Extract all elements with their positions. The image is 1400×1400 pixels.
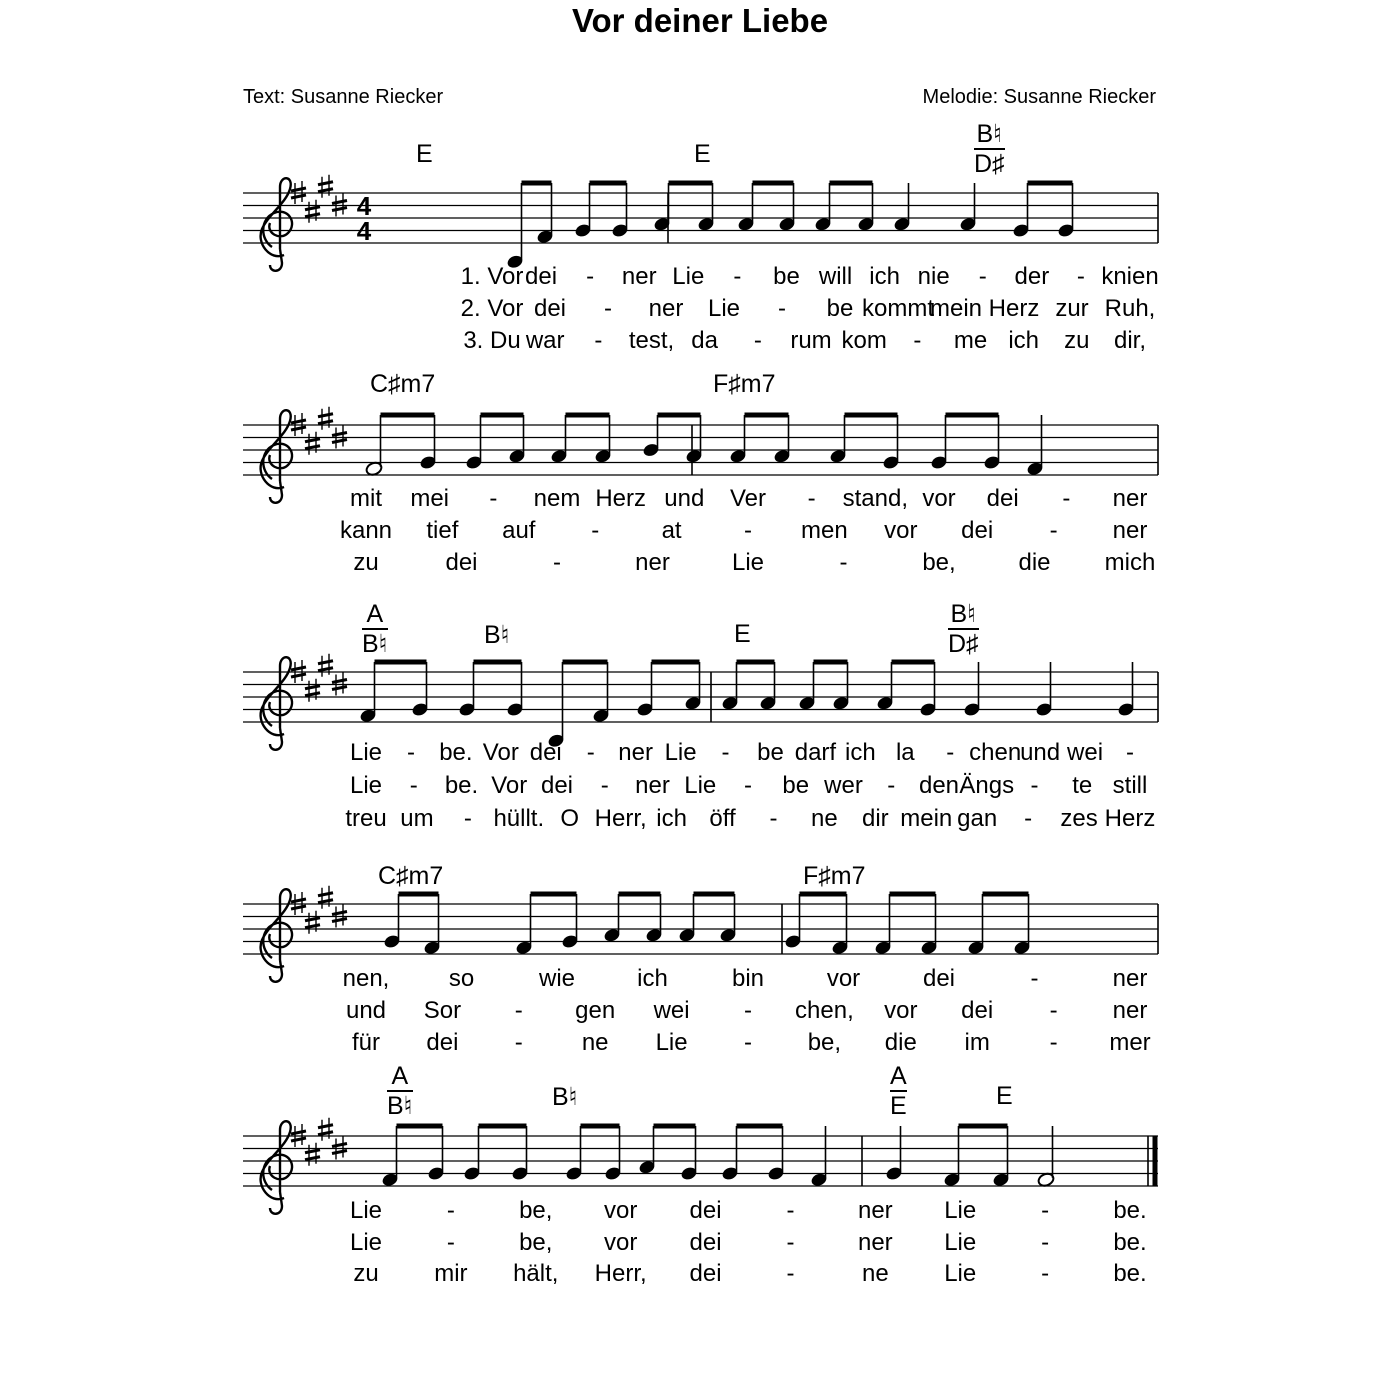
lyric-syllable: dei <box>961 517 994 544</box>
key-sharp-icon <box>305 200 320 223</box>
chord-symbol <box>948 600 979 658</box>
lyric-hyphen: - <box>1049 1029 1058 1056</box>
chord-top: E <box>416 140 433 168</box>
lyric-syllable: tief <box>426 517 459 544</box>
lyric-hyphen: - <box>786 1229 795 1256</box>
lyric-syllable: nie <box>917 263 950 290</box>
lyric-syllable: dir <box>861 805 889 832</box>
key-sharp-icon <box>318 886 333 909</box>
lyric-syllable: Lie <box>944 1260 977 1287</box>
treble-clef-icon <box>261 410 292 503</box>
lyric-syllable: ich <box>1008 327 1039 354</box>
lyric-syllable: test, <box>628 327 675 354</box>
lyric-syllable: im <box>964 1029 990 1056</box>
key-sharp-icon <box>318 1118 333 1141</box>
chord-symbol <box>713 370 776 399</box>
lyric-syllable: nem <box>533 485 581 512</box>
lyric-hyphen: - <box>1126 739 1134 766</box>
lyric-syllable: Ruh, <box>1104 295 1156 322</box>
lyric-syllable: ne <box>581 1029 609 1056</box>
lyric-hyphen: - <box>1049 997 1058 1024</box>
lyric-syllable: rum <box>790 327 832 354</box>
lyric-syllable: still <box>1112 772 1148 799</box>
lyric-syllable: wer <box>824 772 863 799</box>
chord-top: B♮ <box>484 621 510 649</box>
lyric-syllable: dei <box>689 1260 722 1287</box>
lyric-syllable: Ängs <box>959 772 1015 799</box>
lyric-syllable: mer <box>1109 1029 1151 1056</box>
lyric-syllable: darf <box>794 739 837 766</box>
lyric-hyphen: - <box>733 263 742 290</box>
lyric-hyphen: - <box>1030 772 1039 799</box>
lyric-syllable: be <box>773 263 800 290</box>
lyric-hyphen: - <box>489 485 498 512</box>
lyric-hyphen: - <box>1024 805 1033 832</box>
time-signature: 4 <box>356 216 372 246</box>
lyric-syllable: wei <box>1067 739 1104 766</box>
chord-symbol <box>996 1082 1013 1111</box>
key-sharp-icon <box>305 911 320 934</box>
lyric-syllable: ner <box>618 739 653 766</box>
lyric-syllable: den <box>918 772 960 799</box>
chord-top: C♯m7 <box>378 862 444 890</box>
lyric-syllable: Herr, <box>594 1260 647 1287</box>
lyric-syllable: auf <box>502 517 536 544</box>
lyric-syllable: Ver <box>729 485 767 512</box>
lyric-syllable: Lie <box>731 549 765 576</box>
lyric-syllable: kom <box>841 327 887 354</box>
lyric-syllable: vor <box>884 997 918 1024</box>
lyric-syllable: ich <box>637 965 668 992</box>
lyric-syllable: um <box>400 805 434 832</box>
lyric-syllable: ner <box>621 263 657 290</box>
lyric-syllable: vor <box>603 1197 638 1224</box>
chord-top: C♯m7 <box>370 370 436 398</box>
lyric-syllable: Lie <box>944 1197 977 1224</box>
lyric-syllable: vor <box>884 517 918 544</box>
lyric-syllable: dei <box>426 1029 459 1056</box>
lyric-syllable: vor <box>922 485 956 512</box>
lyric-syllable: O <box>560 805 580 832</box>
lyric-syllable: ner <box>648 295 684 322</box>
lyric-syllable: ner <box>1112 485 1148 512</box>
melody-credit: Melodie: Susanne Riecker <box>922 86 1156 108</box>
chord-symbol <box>974 120 1005 178</box>
lyric-hyphen: - <box>463 805 472 832</box>
lyric-syllable: Vor <box>482 739 519 766</box>
lyric-syllable: nen, <box>342 965 390 992</box>
lyric-syllable: Lie <box>349 772 383 799</box>
lyric-syllable: be. <box>1113 1260 1147 1287</box>
chord-top: A <box>890 1062 907 1090</box>
lyric-syllable: be <box>757 739 784 766</box>
lyric-syllable: ner <box>857 1197 893 1224</box>
lyric-syllable: knien <box>1101 263 1159 290</box>
lyric-syllable: dei <box>540 772 574 799</box>
key-sharp-icon <box>305 1143 320 1166</box>
lyric-hyphen: - <box>744 1029 752 1056</box>
chord-symbol <box>694 140 711 169</box>
lyric-syllable: ner <box>1112 965 1148 992</box>
lyric-syllable: be. <box>439 739 473 766</box>
lyric-syllable: Lie <box>944 1229 977 1256</box>
lyric-syllable: ich <box>656 805 687 832</box>
lyric-hyphen: - <box>514 1029 523 1056</box>
lyric-syllable: bin <box>731 965 765 992</box>
key-sharp-icon <box>318 175 333 198</box>
lyric-syllable: me <box>953 327 988 354</box>
lyric-hyphen: - <box>586 739 595 766</box>
lyric-syllable: dei <box>529 739 562 766</box>
chord-bass: D♯ <box>974 150 1005 178</box>
lyric-hyphen: - <box>807 485 816 512</box>
lyric-syllable: mein <box>929 295 983 322</box>
lyric-hyphen: - <box>769 805 778 832</box>
lyric-syllable: die <box>884 1029 917 1056</box>
lyric-hyphen: - <box>978 263 987 290</box>
lyric-hyphen: - <box>753 327 762 354</box>
lyric-hyphen: - <box>600 772 609 799</box>
lyric-syllable: ner <box>635 772 670 799</box>
lyric-syllable: ne <box>861 1260 889 1287</box>
lyric-hyphen: - <box>721 739 730 766</box>
lyric-syllable: zu <box>1064 327 1090 354</box>
chord-symbol <box>387 1062 413 1120</box>
lyric-syllable: und <box>664 485 705 512</box>
lyric-syllable: da <box>691 327 719 354</box>
lyric-syllable: hält, <box>513 1260 559 1287</box>
lyric-syllable: Lie <box>349 1229 383 1256</box>
lyric-hyphen: - <box>946 739 955 766</box>
staff-system <box>243 654 1158 750</box>
chord-symbol <box>416 140 433 169</box>
lyric-hyphen: - <box>786 1260 795 1287</box>
lyric-syllable: dei <box>525 263 558 290</box>
lyric-syllable: Lie <box>655 1029 688 1056</box>
lyric-hyphen: - <box>409 772 418 799</box>
lyric-syllable: Herr, <box>594 805 647 832</box>
lyric-syllable: be. <box>444 772 479 799</box>
lyric-hyphen: - <box>1076 263 1085 290</box>
lyric-syllable: mir <box>434 1260 468 1287</box>
chord-bass: B♮ <box>362 630 388 658</box>
chord-symbol <box>378 862 443 891</box>
lyric-syllable: wei <box>653 997 690 1024</box>
lyric-syllable: für <box>351 1029 381 1056</box>
lyric-syllable: und <box>1020 739 1061 766</box>
lyric-syllable: ner <box>857 1229 893 1256</box>
chord-symbol <box>552 1082 578 1112</box>
lyric-syllable: dir, <box>1113 327 1147 354</box>
lyric-syllable: zu <box>353 549 379 576</box>
lyric-syllable: 2. Vor <box>460 295 524 322</box>
lyric-syllable: hüllt. <box>493 805 545 832</box>
lyric-hyphen: - <box>553 549 561 576</box>
staff-system <box>243 175 1158 271</box>
lyric-syllable: Herz <box>1104 805 1156 832</box>
lyric-syllable: der <box>1014 263 1050 290</box>
lyric-syllable: öff <box>709 805 736 832</box>
lyric-syllable: gan <box>957 805 998 832</box>
chord-symbol <box>890 1062 907 1120</box>
chord-symbol <box>370 370 435 399</box>
lyric-syllable: mit <box>350 485 382 512</box>
chord-symbol <box>362 600 388 658</box>
chord-top: F♯m7 <box>713 370 776 398</box>
lyric-syllable: Vor <box>491 772 528 799</box>
lyric-syllable: ich <box>845 739 876 766</box>
lyric-syllable: 3. Du <box>463 327 521 354</box>
lyric-syllable: be, <box>519 1229 553 1256</box>
lyric-syllable: Lie <box>707 295 741 322</box>
lyric-syllable: mei <box>410 485 449 512</box>
lyric-syllable: dei <box>689 1229 722 1256</box>
treble-clef-icon <box>261 1121 292 1214</box>
lyric-syllable: chen <box>969 739 1022 766</box>
key-sharp-icon <box>305 432 320 455</box>
lyric-syllable: und <box>345 997 387 1024</box>
chord-top: F♯m7 <box>803 862 866 890</box>
lyric-hyphen: - <box>744 517 752 544</box>
lyric-syllable: Sor <box>423 997 462 1024</box>
lyric-syllable: dei <box>689 1197 722 1224</box>
lyric-syllable: be, <box>807 1029 842 1056</box>
lyric-hyphen: - <box>1030 965 1039 992</box>
chord-symbol <box>803 862 866 891</box>
lyric-syllable: war <box>525 327 565 354</box>
lyric-syllable: 1. Vor <box>460 263 524 290</box>
lyric-hyphen: - <box>778 295 786 322</box>
lyric-hyphen: - <box>406 739 415 766</box>
lyric-syllable: ne <box>811 805 838 832</box>
lyric-syllable: dei <box>533 295 567 322</box>
lyric-syllable: dei <box>961 997 994 1024</box>
lyric-syllable: mein <box>900 805 953 832</box>
lyric-syllable: Herz <box>988 295 1040 322</box>
chord-top: B♮ <box>948 600 979 630</box>
lyric-hyphen: - <box>446 1197 455 1224</box>
chord-top: A <box>387 1062 413 1092</box>
lyric-hyphen: - <box>786 1197 795 1224</box>
lyric-syllable: Herz <box>595 485 646 512</box>
lyric-hyphen: - <box>744 772 752 799</box>
lyric-hyphen: - <box>1041 1229 1050 1256</box>
lyric-syllable: Lie <box>684 772 717 799</box>
lyric-syllable: will <box>818 263 853 290</box>
lyric-syllable: kommt <box>862 295 934 322</box>
lyric-syllable: ner <box>1112 997 1148 1024</box>
lyric-syllable: be. <box>1113 1197 1147 1224</box>
lyric-hyphen: - <box>591 517 600 544</box>
key-sharp-icon <box>318 407 333 430</box>
treble-clef-icon <box>261 889 292 982</box>
chord-bass: B♮ <box>387 1092 413 1120</box>
lyric-syllable: vor <box>826 965 861 992</box>
lyric-syllable: ich <box>869 263 900 290</box>
lyric-syllable: te <box>1072 772 1093 799</box>
text-credit: Text: Susanne Riecker <box>243 86 444 108</box>
chord-bass: E <box>890 1092 907 1120</box>
lyric-hyphen: - <box>514 997 523 1024</box>
lyric-hyphen: - <box>594 327 603 354</box>
chord-top: A <box>362 600 388 630</box>
lyric-hyphen: - <box>1041 1260 1050 1287</box>
lyric-hyphen: - <box>839 549 848 576</box>
lyric-hyphen: - <box>446 1229 455 1256</box>
lyric-syllable: vor <box>603 1229 638 1256</box>
lyric-syllable: chen, <box>795 997 854 1024</box>
chord-top: E <box>996 1082 1013 1110</box>
chord-top: E <box>734 620 751 648</box>
lyric-syllable: stand, <box>842 485 909 512</box>
lyric-syllable: dei <box>986 485 1019 512</box>
chord-symbol <box>734 620 751 649</box>
lyric-syllable: la <box>895 739 915 766</box>
lyric-syllable: Lie <box>672 263 705 290</box>
chord-top: E <box>694 140 711 168</box>
treble-clef-icon <box>261 657 292 750</box>
lyric-hyphen: - <box>913 327 922 354</box>
lyric-syllable: zu <box>353 1260 379 1287</box>
lyric-syllable: gen <box>575 997 616 1024</box>
lyric-syllable: zes <box>1060 805 1098 832</box>
lyric-syllable: zur <box>1055 295 1089 322</box>
key-sharp-icon <box>318 654 333 677</box>
chord-bass: D♯ <box>948 630 979 658</box>
lyric-syllable: be. <box>1113 1229 1147 1256</box>
lyric-syllable: kann <box>339 517 393 544</box>
lyric-syllable: ner <box>635 549 670 576</box>
lyric-syllable: wie <box>538 965 576 992</box>
lyric-hyphen: - <box>1041 1197 1050 1224</box>
treble-clef-icon <box>261 178 292 271</box>
lyric-syllable: die <box>1018 549 1051 576</box>
lyric-syllable: dei <box>445 549 478 576</box>
lyric-syllable: at <box>661 517 682 544</box>
lyric-syllable: Lie <box>349 739 383 766</box>
lyric-hyphen: - <box>887 772 896 799</box>
lyric-syllable: treu <box>345 805 387 832</box>
key-sharp-icon <box>305 679 320 702</box>
lyric-hyphen: - <box>1049 517 1058 544</box>
lyric-hyphen: - <box>604 295 612 322</box>
lyric-syllable: be, <box>519 1197 553 1224</box>
lyric-syllable: be, <box>922 549 956 576</box>
chord-top: B♮ <box>552 1083 578 1111</box>
chord-top: B♮ <box>974 120 1005 150</box>
time-signature: 4 <box>356 191 372 221</box>
lyric-syllable: be <box>782 772 810 799</box>
lyric-syllable: be <box>826 295 854 322</box>
lyric-hyphen: - <box>744 997 752 1024</box>
lyric-hyphen: - <box>1062 485 1071 512</box>
lyric-syllable: men <box>801 517 848 544</box>
song-title: Vor deiner Liebe <box>571 2 829 39</box>
lyric-syllable: dei <box>922 965 956 992</box>
lyric-syllable: Lie <box>349 1197 383 1224</box>
lyric-syllable: ner <box>1112 517 1148 544</box>
lyric-syllable: so <box>448 965 475 992</box>
chord-symbol <box>484 620 510 650</box>
lyric-syllable: mich <box>1104 549 1156 576</box>
lyric-hyphen: - <box>586 263 595 290</box>
lyric-syllable: Lie <box>664 739 697 766</box>
